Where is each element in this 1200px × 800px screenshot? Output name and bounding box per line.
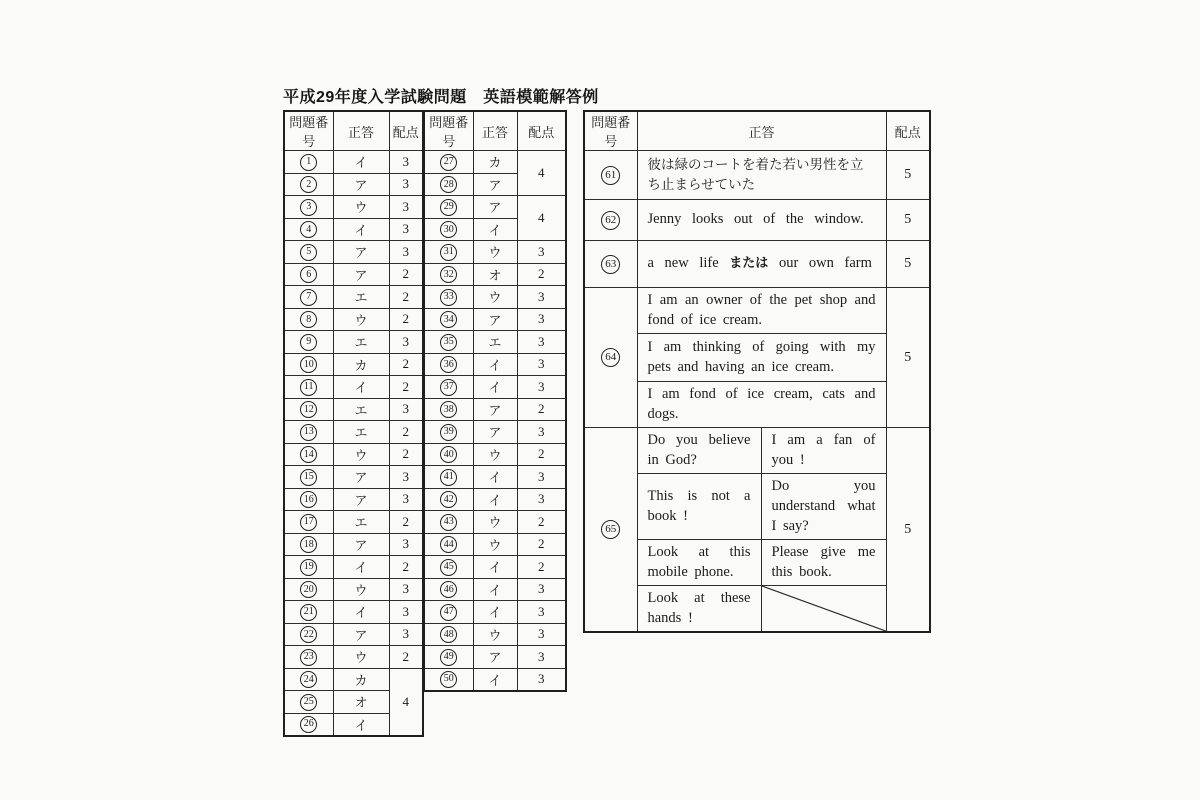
answer-row <box>584 241 930 288</box>
answer-cell: イ <box>333 218 389 241</box>
circled-question-number: 12 <box>300 401 317 418</box>
question-number-cell <box>284 601 333 624</box>
answer-cell: Do you believe in God? <box>637 428 761 474</box>
circled-question-number: 7 <box>300 289 317 306</box>
circled-question-number: 48 <box>440 626 457 643</box>
answer-sub-row <box>584 288 930 334</box>
answer-cell: ウ <box>473 511 517 534</box>
points-cell: 5 <box>886 288 930 428</box>
circled-question-number: 47 <box>440 604 457 621</box>
answer-row <box>284 376 423 399</box>
answer-cell: カ <box>333 668 389 691</box>
answer-text: our own farm <box>768 255 872 272</box>
question-number-cell <box>284 646 333 669</box>
points-cell: 3 <box>517 286 566 309</box>
points-cell: 2 <box>517 511 566 534</box>
question-number-cell <box>284 488 333 511</box>
answer-cell: ア <box>333 241 389 264</box>
question-number-cell <box>284 668 333 691</box>
answer-cell: ウ <box>473 443 517 466</box>
answer-cell: イ <box>473 353 517 376</box>
circled-question-number: 42 <box>440 491 457 508</box>
answer-cell <box>637 241 886 288</box>
circled-question-number: 21 <box>300 604 317 621</box>
answer-row <box>284 466 423 489</box>
points-cell: 3 <box>389 218 423 241</box>
points-cell: 3 <box>389 488 423 511</box>
diagonal-line <box>762 586 886 631</box>
answer-cell: オ <box>333 691 389 714</box>
col-header-question: 問題番号 <box>584 111 637 151</box>
answer-row <box>424 466 566 489</box>
answer-row <box>284 488 423 511</box>
col-header-answer: 正答 <box>473 111 517 151</box>
question-number-cell <box>424 443 473 466</box>
question-number-cell <box>284 263 333 286</box>
circled-question-number: 10 <box>300 356 317 373</box>
answer-row <box>284 646 423 669</box>
circled-question-number: 62 <box>601 211 620 230</box>
points-cell: 2 <box>389 286 423 309</box>
answer-cell: I am fond of ice cream, cats and dogs. <box>637 382 886 428</box>
circled-question-number: 49 <box>440 649 457 666</box>
answer-cell: カ <box>333 353 389 376</box>
circled-question-number: 33 <box>440 289 457 306</box>
points-cell: 3 <box>517 623 566 646</box>
answer-row <box>284 668 423 691</box>
circled-question-number: 6 <box>300 266 317 283</box>
circled-question-number: 27 <box>440 154 457 171</box>
circled-question-number: 44 <box>440 536 457 553</box>
circled-question-number: 28 <box>440 176 457 193</box>
points-cell: 3 <box>517 646 566 669</box>
col-header-question: 問題番号 <box>424 111 473 151</box>
answer-cell: エ <box>333 331 389 354</box>
question-number-cell <box>584 200 637 241</box>
answer-cell: エ <box>333 511 389 534</box>
circled-question-number: 18 <box>300 536 317 553</box>
circled-question-number: 31 <box>440 244 457 261</box>
answer-row <box>424 331 566 354</box>
answer-row <box>424 533 566 556</box>
question-number-cell <box>424 173 473 196</box>
circled-question-number: 4 <box>300 221 317 238</box>
circled-question-number: 50 <box>440 671 457 688</box>
answer-row <box>584 200 930 241</box>
col-header-question: 問題番号 <box>284 111 333 151</box>
question-number-cell <box>284 556 333 579</box>
circled-question-number: 16 <box>300 491 317 508</box>
circled-question-number: 61 <box>601 166 620 185</box>
circled-question-number: 63 <box>601 255 620 274</box>
points-cell: 2 <box>389 421 423 444</box>
answer-cell: Do you understand what I say? <box>761 474 886 540</box>
answer-row <box>284 511 423 534</box>
answer-row <box>284 263 423 286</box>
question-number-cell <box>284 286 333 309</box>
circled-question-number: 29 <box>440 199 457 216</box>
answer-cell: イ <box>473 376 517 399</box>
answer-row <box>424 241 566 264</box>
page-title: 平成29年度入学試験問題 英語模範解答例 <box>283 89 599 106</box>
answer-cell: ウ <box>473 533 517 556</box>
answer-cell: イ <box>333 556 389 579</box>
empty-diagonal-cell <box>761 586 886 633</box>
answer-row <box>584 151 930 200</box>
answer-cell: イ <box>473 556 517 579</box>
circled-question-number: 30 <box>440 221 457 238</box>
answer-row <box>424 398 566 421</box>
question-number-cell <box>424 601 473 624</box>
answer-cell: イ <box>333 713 389 736</box>
answer-cell: エ <box>333 421 389 444</box>
points-cell: 2 <box>517 263 566 286</box>
points-cell: 3 <box>389 398 423 421</box>
question-number-cell <box>424 421 473 444</box>
circled-question-number: 37 <box>440 379 457 396</box>
points-cell: 5 <box>886 241 930 288</box>
answer-row <box>424 578 566 601</box>
circled-question-number: 36 <box>440 356 457 373</box>
answer-cell: ウ <box>333 443 389 466</box>
question-number-cell <box>424 623 473 646</box>
circled-question-number: 25 <box>300 694 317 711</box>
answer-row <box>284 218 423 241</box>
points-cell: 3 <box>389 151 423 174</box>
answer-row <box>284 533 423 556</box>
answer-cell: ウ <box>333 578 389 601</box>
answer-cell: ア <box>333 263 389 286</box>
answer-cell: イ <box>333 601 389 624</box>
circled-question-number: 35 <box>440 334 457 351</box>
points-cell: 3 <box>389 623 423 646</box>
answer-cell: エ <box>333 398 389 421</box>
answer-row <box>284 398 423 421</box>
answer-row <box>284 173 423 196</box>
question-number-cell <box>424 556 473 579</box>
question-number-cell <box>284 443 333 466</box>
answer-cell: This is not a book ! <box>637 474 761 540</box>
question-number-cell <box>284 511 333 534</box>
col-header-answer: 正答 <box>637 111 886 151</box>
answer-cell: 彼は緑のコートを着た若い男性を立ち止まらせていた <box>637 151 886 200</box>
answer-cell: ア <box>333 466 389 489</box>
answer-cell: イ <box>473 218 517 241</box>
circled-question-number: 8 <box>300 311 317 328</box>
answer-row <box>424 556 566 579</box>
choice-answer-table-q27-50 <box>423 110 567 692</box>
answer-row <box>424 151 566 174</box>
circled-question-number: 64 <box>601 348 620 367</box>
points-cell: 3 <box>517 376 566 399</box>
question-number-cell <box>284 713 333 736</box>
points-cell: 3 <box>389 241 423 264</box>
points-cell: 4 <box>389 668 423 736</box>
points-cell: 3 <box>517 601 566 624</box>
points-cell: 3 <box>517 466 566 489</box>
points-cell: 3 <box>389 578 423 601</box>
answer-cell: イ <box>333 151 389 174</box>
answer-cell: エ <box>473 331 517 354</box>
answer-cell: ウ <box>333 646 389 669</box>
question-number-cell <box>424 151 473 174</box>
points-cell: 5 <box>886 200 930 241</box>
points-cell: 3 <box>517 331 566 354</box>
answer-cell: ア <box>333 533 389 556</box>
answer-row <box>424 421 566 444</box>
points-cell: 3 <box>389 173 423 196</box>
answer-row <box>284 443 423 466</box>
answer-row <box>284 308 423 331</box>
circled-question-number: 20 <box>300 581 317 598</box>
question-number-cell <box>424 331 473 354</box>
answer-row <box>284 331 423 354</box>
answer-cell: ウ <box>473 241 517 264</box>
circled-question-number: 34 <box>440 311 457 328</box>
question-number-cell <box>284 151 333 174</box>
circled-question-number: 14 <box>300 446 317 463</box>
points-cell: 3 <box>517 308 566 331</box>
points-cell: 3 <box>517 488 566 511</box>
essay-answer-table-q61-65 <box>583 110 931 633</box>
points-cell: 3 <box>517 578 566 601</box>
answer-row <box>284 151 423 174</box>
question-number-cell <box>284 533 333 556</box>
answer-cell: Jenny looks out of the window. <box>637 200 886 241</box>
question-number-cell <box>284 398 333 421</box>
header-row <box>584 111 930 151</box>
question-number-cell <box>284 308 333 331</box>
circled-question-number: 45 <box>440 559 457 576</box>
circled-question-number: 1 <box>300 154 317 171</box>
points-cell: 3 <box>389 466 423 489</box>
answer-row <box>284 623 423 646</box>
points-cell: 3 <box>389 331 423 354</box>
answer-row <box>424 263 566 286</box>
answer-cell: I am thinking of going with my pets and having an ice cream. <box>637 334 886 382</box>
answer-row <box>284 556 423 579</box>
points-cell: 5 <box>886 151 930 200</box>
answer-row <box>424 376 566 399</box>
answer-row <box>284 196 423 219</box>
question-number-cell <box>284 466 333 489</box>
circled-question-number: 17 <box>300 514 317 531</box>
answer-cell: ア <box>473 173 517 196</box>
points-cell: 2 <box>389 263 423 286</box>
question-number-cell <box>424 241 473 264</box>
points-cell: 3 <box>517 353 566 376</box>
answer-row <box>424 286 566 309</box>
circled-question-number: 38 <box>440 401 457 418</box>
answer-row <box>424 601 566 624</box>
col-header-points: 配点 <box>389 111 423 151</box>
answer-row <box>284 286 423 309</box>
answer-cell: ウ <box>473 623 517 646</box>
answer-row <box>284 578 423 601</box>
question-number-cell <box>284 578 333 601</box>
answer-row <box>424 196 566 219</box>
circled-question-number: 2 <box>300 176 317 193</box>
answer-text: a new life <box>647 255 730 272</box>
points-cell: 2 <box>389 353 423 376</box>
circled-question-number: 3 <box>300 199 317 216</box>
circled-question-number: 9 <box>300 334 317 351</box>
question-number-cell <box>584 428 637 633</box>
points-cell: 3 <box>517 668 566 691</box>
question-number-cell <box>424 488 473 511</box>
answer-cell: ア <box>473 646 517 669</box>
answer-sub-row <box>584 428 930 474</box>
circled-question-number: 19 <box>300 559 317 576</box>
points-cell: 4 <box>517 196 566 241</box>
answer-cell: ア <box>333 623 389 646</box>
answer-row <box>424 353 566 376</box>
answer-cell: ウ <box>333 308 389 331</box>
circled-question-number: 39 <box>440 424 457 441</box>
points-cell: 3 <box>517 421 566 444</box>
question-number-cell <box>424 218 473 241</box>
circled-question-number: 22 <box>300 626 317 643</box>
circled-question-number: 65 <box>601 520 620 539</box>
answer-cell: イ <box>473 578 517 601</box>
points-cell: 2 <box>389 443 423 466</box>
points-cell: 3 <box>389 196 423 219</box>
answer-cell: Look at this mobile phone. <box>637 540 761 586</box>
circled-question-number: 32 <box>440 266 457 283</box>
answer-cell: イ <box>473 488 517 511</box>
question-number-cell <box>424 511 473 534</box>
circled-question-number: 24 <box>300 671 317 688</box>
answer-cell: カ <box>473 151 517 174</box>
question-number-cell <box>284 196 333 219</box>
question-number-cell <box>584 241 637 288</box>
answer-cell: ア <box>333 173 389 196</box>
circled-question-number: 40 <box>440 446 457 463</box>
question-number-cell <box>424 646 473 669</box>
question-number-cell <box>424 578 473 601</box>
answer-cell: ウ <box>473 286 517 309</box>
answer-cell: イ <box>473 668 517 691</box>
answer-row <box>424 511 566 534</box>
answer-row <box>284 353 423 376</box>
answer-cell: ウ <box>333 196 389 219</box>
answer-row <box>424 443 566 466</box>
points-cell: 2 <box>517 556 566 579</box>
answer-cell: Please give me this book. <box>761 540 886 586</box>
answer-cell: ア <box>473 196 517 219</box>
question-number-cell <box>584 288 637 428</box>
question-number-cell <box>284 376 333 399</box>
circled-question-number: 13 <box>300 424 317 441</box>
points-cell: 2 <box>389 646 423 669</box>
answer-row <box>424 488 566 511</box>
points-cell: 2 <box>517 398 566 421</box>
answer-cell: I am a fan of you ! <box>761 428 886 474</box>
circled-question-number: 15 <box>300 469 317 486</box>
answer-row <box>424 308 566 331</box>
answer-cell: イ <box>473 601 517 624</box>
bold-japanese-text: または <box>729 255 769 271</box>
answer-cell: オ <box>473 263 517 286</box>
col-header-points: 配点 <box>517 111 566 151</box>
question-number-cell <box>424 398 473 421</box>
points-cell: 3 <box>389 533 423 556</box>
header-row <box>424 111 566 151</box>
question-number-cell <box>284 173 333 196</box>
col-header-answer: 正答 <box>333 111 389 151</box>
circled-question-number: 26 <box>300 716 317 733</box>
circled-question-number: 43 <box>440 514 457 531</box>
question-number-cell <box>284 218 333 241</box>
question-number-cell <box>424 196 473 219</box>
circled-question-number: 11 <box>300 379 317 396</box>
question-number-cell <box>424 376 473 399</box>
circled-question-number: 41 <box>440 469 457 486</box>
answer-row <box>284 421 423 444</box>
answer-row <box>284 241 423 264</box>
circled-question-number: 46 <box>440 581 457 598</box>
circled-question-number: 23 <box>300 649 317 666</box>
question-number-cell <box>424 308 473 331</box>
answer-cell: ア <box>473 398 517 421</box>
points-cell: 2 <box>517 533 566 556</box>
question-number-cell <box>424 668 473 691</box>
answer-cell: イ <box>333 376 389 399</box>
answer-cell: ア <box>333 488 389 511</box>
question-number-cell <box>284 623 333 646</box>
answer-cell: ア <box>473 421 517 444</box>
choice-answer-table-q1-26 <box>283 110 424 737</box>
answer-cell: エ <box>333 286 389 309</box>
points-cell: 3 <box>517 241 566 264</box>
answer-cell: Look at these hands ! <box>637 586 761 633</box>
answer-row <box>424 623 566 646</box>
col-header-points: 配点 <box>886 111 930 151</box>
answer-row <box>424 668 566 691</box>
answer-cell: ア <box>473 308 517 331</box>
points-cell: 2 <box>389 308 423 331</box>
question-number-cell <box>284 241 333 264</box>
answer-cell: I am an owner of the pet shop and fond of ice cream. <box>637 288 886 334</box>
question-number-cell <box>424 353 473 376</box>
points-cell: 2 <box>517 443 566 466</box>
points-cell: 2 <box>389 511 423 534</box>
question-number-cell <box>424 286 473 309</box>
question-number-cell <box>284 331 333 354</box>
question-number-cell <box>424 263 473 286</box>
answer-cell: イ <box>473 466 517 489</box>
circled-question-number: 5 <box>300 244 317 261</box>
header-row <box>284 111 423 151</box>
points-cell: 5 <box>886 428 930 633</box>
answer-row <box>424 646 566 669</box>
points-cell: 3 <box>389 601 423 624</box>
points-cell: 2 <box>389 376 423 399</box>
question-number-cell <box>424 533 473 556</box>
question-number-cell <box>584 151 637 200</box>
points-cell: 4 <box>517 151 566 196</box>
points-cell: 2 <box>389 556 423 579</box>
answer-row <box>284 601 423 624</box>
question-number-cell <box>284 353 333 376</box>
question-number-cell <box>284 691 333 714</box>
question-number-cell <box>284 421 333 444</box>
question-number-cell <box>424 466 473 489</box>
